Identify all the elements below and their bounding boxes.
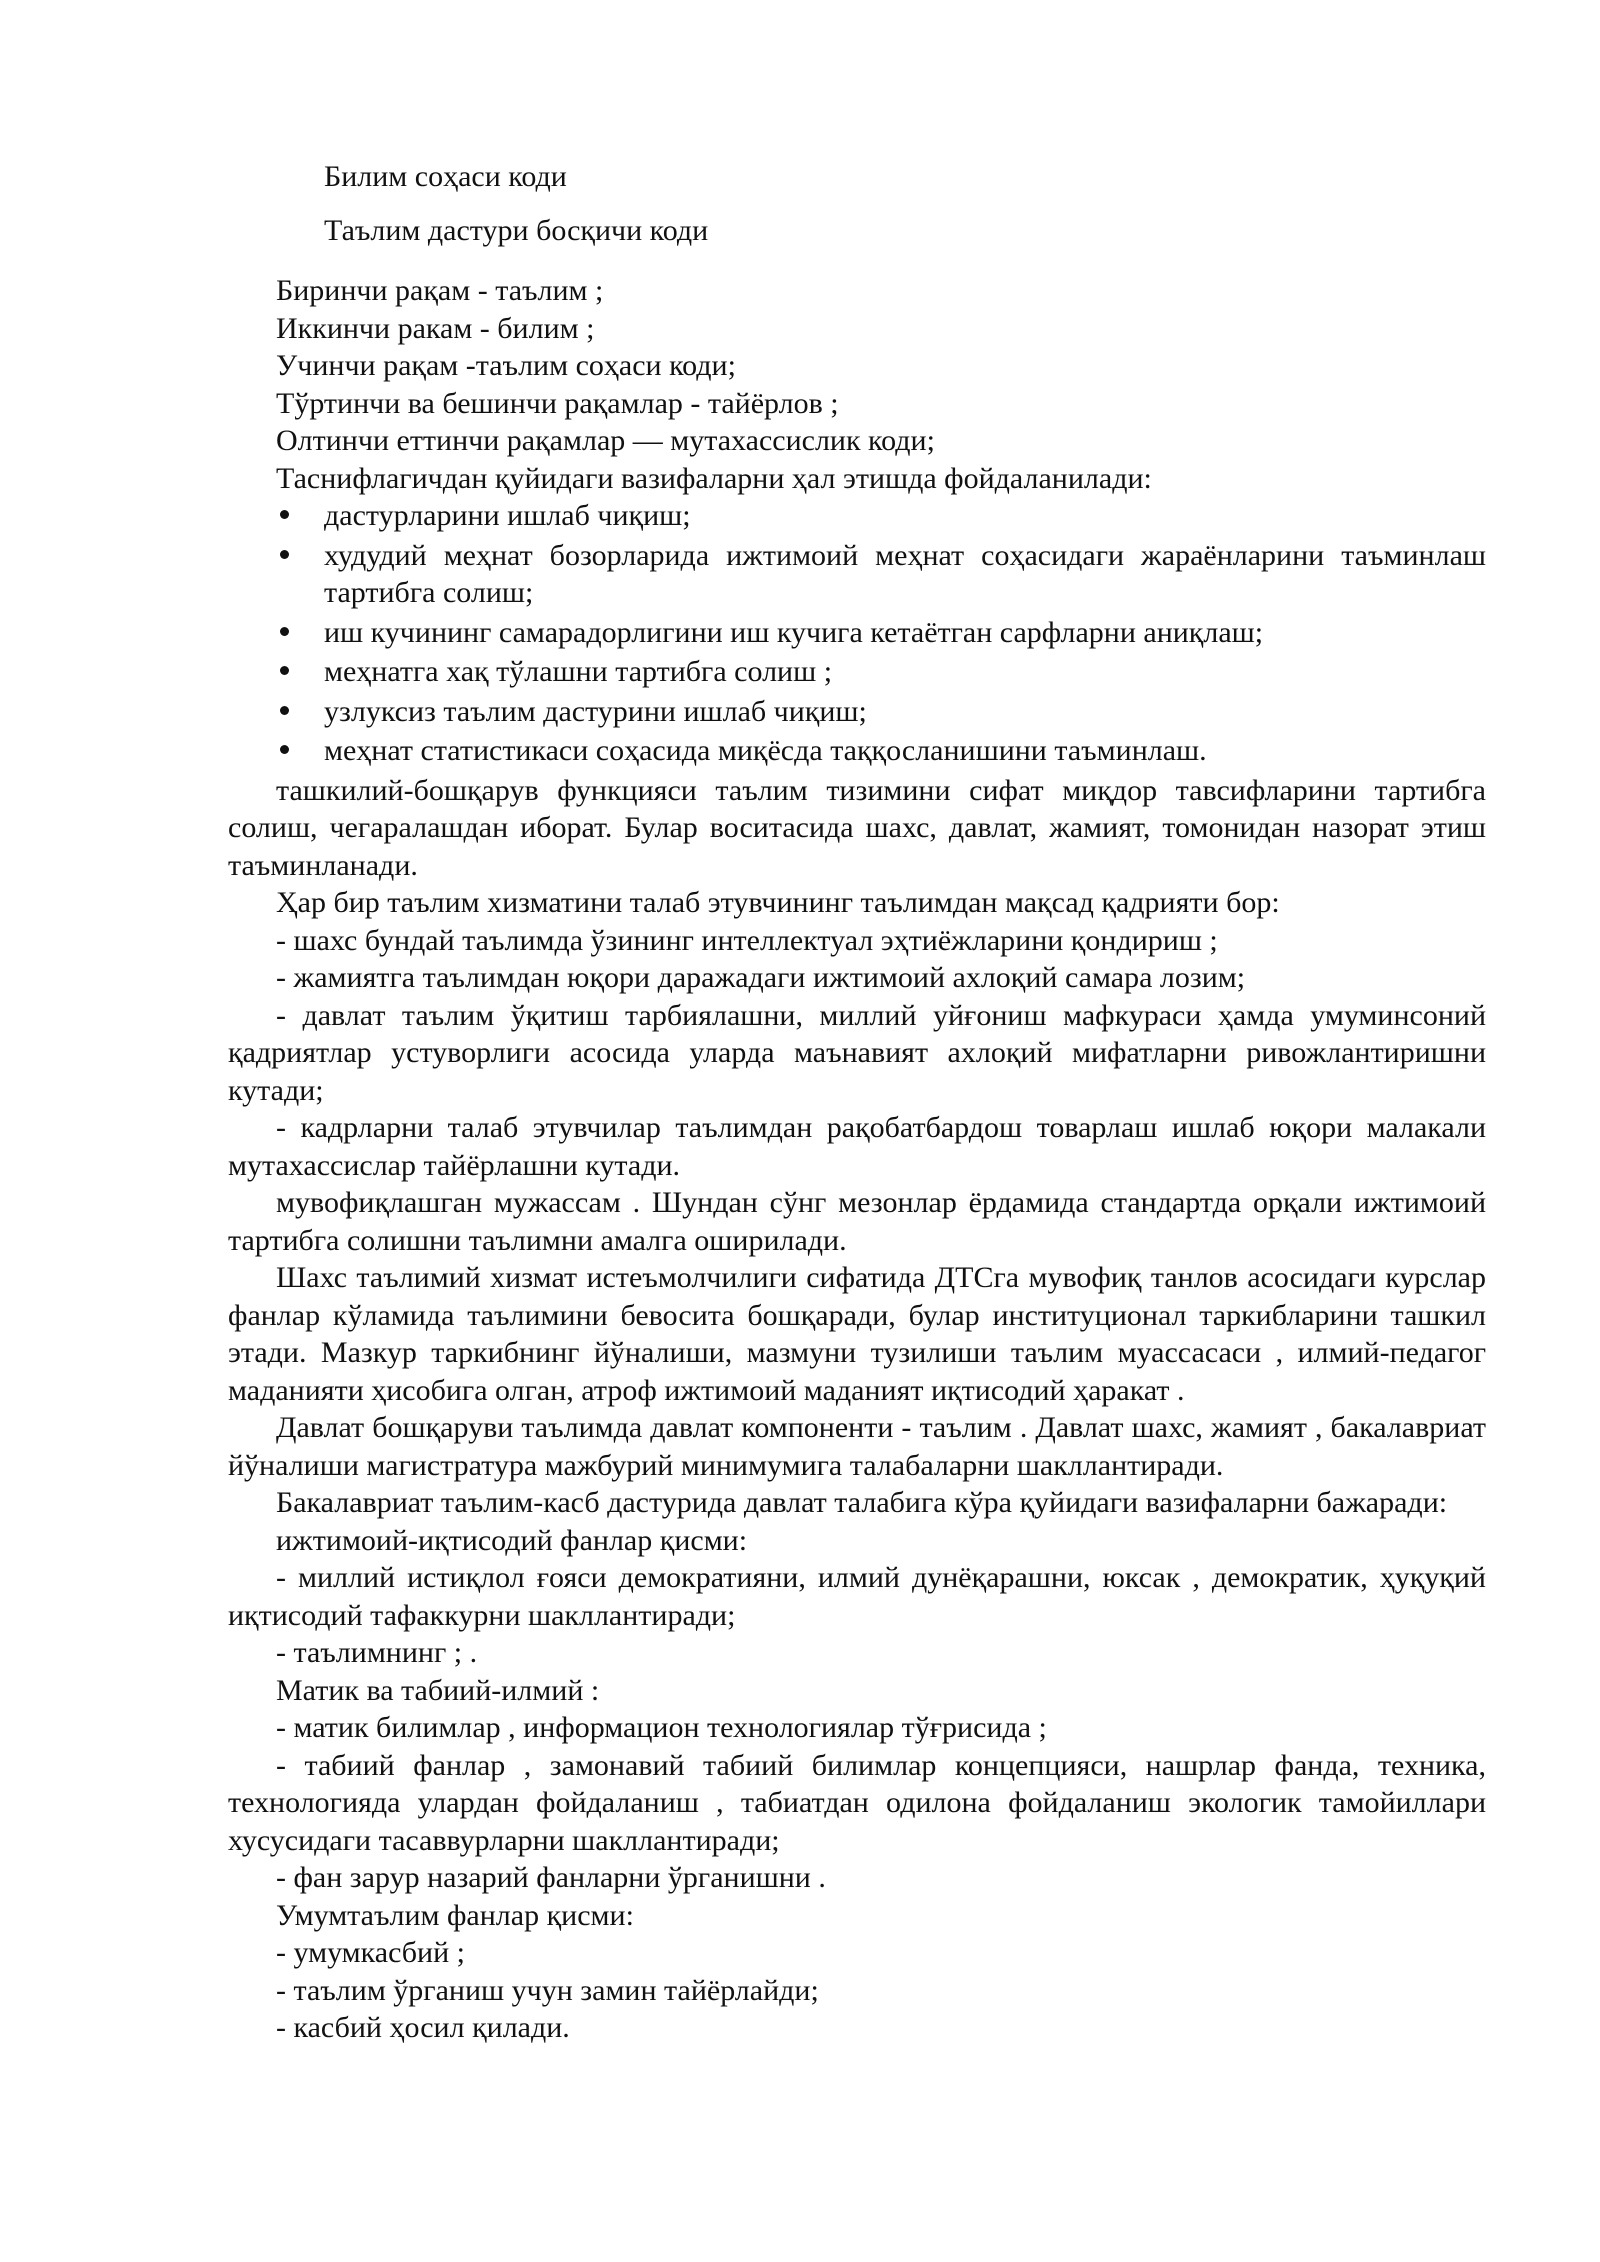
bullet-text: узлуксиз таълим дастурини ишлаб чиқиш;	[324, 694, 867, 728]
bullet-item	[228, 653, 1486, 691]
bullet-item	[228, 537, 1486, 612]
paragraph: - давлат таълим ўқитиш тарбиялашни, миллий уйғониш мафкураси ҳамда умуминсоний қадриятлар устуворлиги асосида уларда маънавият ахлоқий мифатларни ривожлантиришни кутади;	[228, 998, 1486, 1107]
bullet-text: иш кучининг самарадорлигини иш кучига кетаётган сарфларни аниқлаш;	[324, 615, 1264, 649]
bullet-icon	[280, 627, 289, 636]
intro-line: Таснифлагичдан қуйидаги вазифаларни ҳал этишда фойдаланилади:	[276, 461, 1152, 495]
paragraph: - матик билимлар , информацион технологиялар тўғрисида ;	[276, 1711, 1047, 1744]
paragraph: - миллий истиқлол ғояси демократияни, илмий дунёқарашни, юксак , демократик, ҳуқуқий иқтисодий тафаккурни шакллантиради;	[228, 1561, 1486, 1632]
document-page	[228, 150, 1486, 2047]
paragraph: - таълим ўрганиш учун замин тайёрлайди;	[276, 1973, 819, 2007]
paragraph: - жамиятга таълимдан юқори даражадаги ижтимоий ахлоқий самара лозим;	[276, 961, 1246, 994]
paragraph: - кадрларни талаб этувчилар таълимдан рақобатбардош товарлаш ишлаб юқори малакали мутахассислар тайёрлашни кутади.	[228, 1111, 1486, 1182]
paragraph: Бакалавриат таълим-касб дастурида давлат талабига кўра қуйидаги вазифаларни бажаради:	[276, 1486, 1448, 1519]
intro-line: Биринчи рақам - таълим ;	[276, 274, 604, 307]
paragraph: - табиий фанлар , замонавий табиий билимлар концепцияси, нашрлар фанда, техника, технологияда улардан фойдаланиш , табиатдан одилона фойдаланиш экологик тамойиллари хусусидаги тасаввурларни шакллантиради;	[228, 1748, 1486, 1857]
paragraph: - касбий ҳосил қилади.	[276, 2011, 570, 2044]
paragraph: мувофиқлашган мужассам . Шундан сўнг мезонлар ёрдамида стандартда орқали ижтимоий тартибга солишни таълимни амалга оширилади.	[228, 1186, 1486, 1257]
paragraph: - умумкасбий ;	[276, 1936, 465, 1969]
intro-line: Олтинчи еттинчи рақамлар — мутахассислик коди;	[276, 424, 935, 457]
paragraph: Шахс таълимий хизмат истеъмолчилиги сифатида ДТСга мувофиқ танлов асосидаги курслар фанлар кўламида таълимини бевосита бошқаради, булар институционал таркибларини ташкил этади. Мазкур таркибнинг йўналиши, мазмуни тузилиши таълим муассасаси , илмий-педагог маданияти ҳисобига олган, атроф ижтимоий маданият иқтисодий ҳаракат .	[228, 1261, 1486, 1407]
bullet-item	[228, 614, 1486, 652]
intro-line: Тўртинчи ва бешинчи рақамлар - тайёрлов ;	[276, 386, 839, 420]
bullet-text: меҳнатга хақ тўлашни тартибга солиш ;	[324, 655, 833, 688]
bullet-text: меҳнат статистикаси соҳасида миқёсда таққосланишини таъминлаш.	[324, 734, 1207, 767]
paragraph: Ҳар бир таълим хизматини талаб этувчининг таълимдан мақсад қадрияти бор:	[276, 886, 1280, 919]
heading-program-level-code: Таълим дастури босқичи коди	[324, 214, 709, 247]
bullet-icon	[280, 745, 289, 754]
paragraph: - фан зарур назарий фанларни ўрганишни .	[276, 1861, 826, 1894]
paragraph: - таълимнинг ; .	[276, 1636, 478, 1669]
bullet-item	[228, 732, 1486, 770]
paragraph: ташкилий-бошқарув функцияси таълим тизимини сифат миқдор тавсифларини тартибга солиш, чегаралашдан иборат. Булар воситасида шахс, давлат, жамият, томонидан назорат этиш таъминланади.	[228, 773, 1486, 882]
bullet-icon	[280, 510, 289, 519]
bullet-icon	[280, 666, 289, 675]
bullet-icon	[280, 550, 289, 559]
paragraph: ижтимоий-иқтисодий фанлар қисми:	[276, 1523, 748, 1557]
bullet-icon	[280, 706, 289, 715]
paragraph: Умумтаълим фанлар қисми:	[276, 1898, 634, 1932]
paragraph: Давлат бошқаруви таълимда давлат компоненти - таълим . Давлат шахс, жамият , бакалавриат йўналиши магистратура мажбурий минимумига талабаларни шакллантиради.	[228, 1411, 1486, 1482]
paragraph: - шахс бундай таълимда ўзининг интеллектуал эҳтиёжларини қондириш ;	[276, 923, 1218, 957]
bullet-text: дастурларини ишлаб чиқиш;	[324, 499, 691, 532]
bullet-item	[228, 497, 1486, 535]
intro-line: Иккинчи ракам - билим ;	[276, 311, 595, 345]
bullet-list	[228, 497, 1486, 770]
bullet-text: худудий меҳнат бозорларида ижтимоий меҳнат соҳасидаги жараёнларини таъминлаш тартибга солиш;	[324, 538, 1486, 609]
paragraph: Матик ва табиий-илмий :	[276, 1673, 600, 1707]
intro-line: Учинчи рақам -таълим соҳаси коди;	[276, 349, 736, 382]
bullet-item	[228, 693, 1486, 731]
heading-knowledge-area-code: Билим соҳаси коди	[324, 160, 567, 193]
